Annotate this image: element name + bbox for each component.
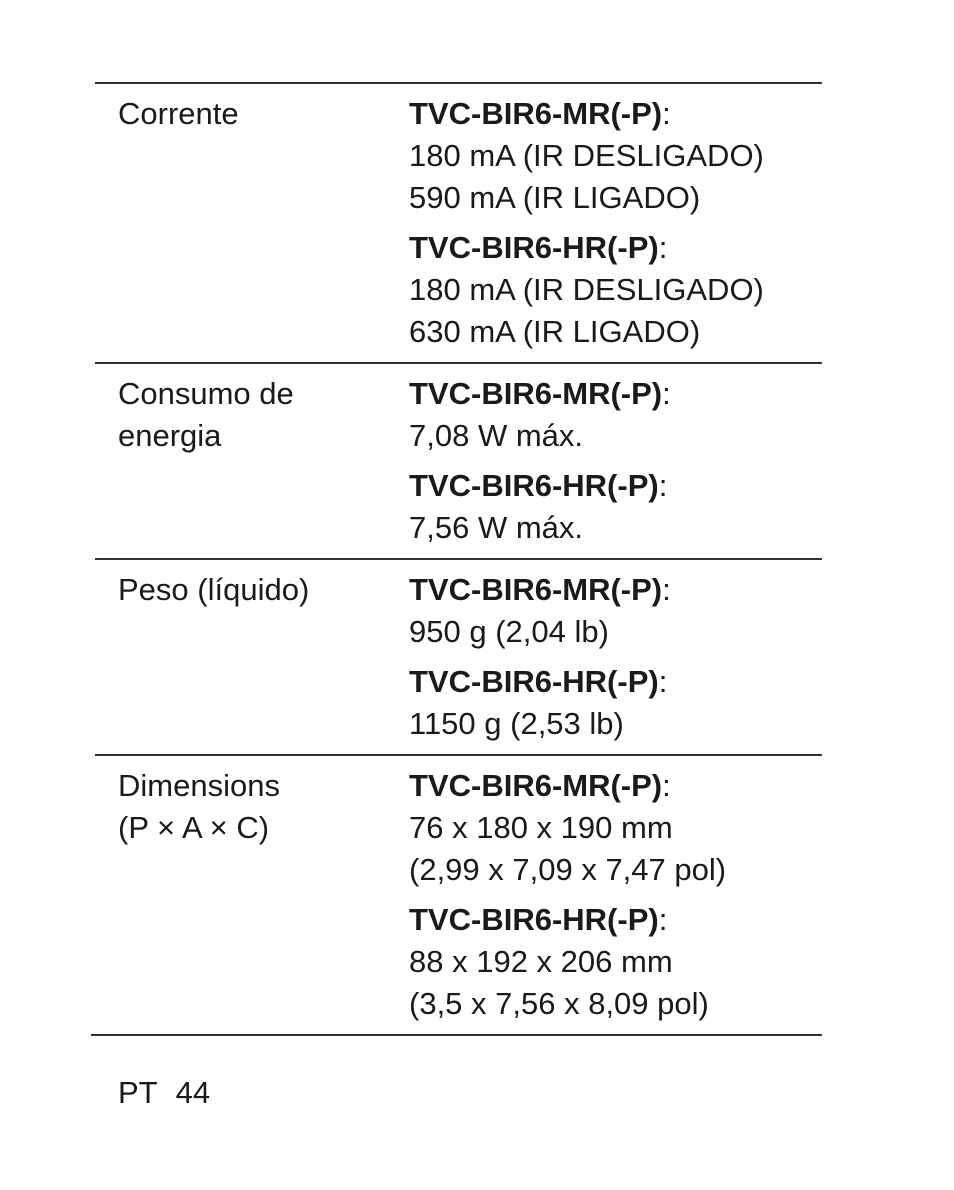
- model-name: TVC-BIR6-HR(-P): [409, 230, 659, 265]
- value-line: 180 mA (IR DESLIGADO): [409, 272, 764, 307]
- variant-hr: TVC-BIR6-HR(-P): 1150 g (2,53 lb): [409, 661, 822, 745]
- variant-mr: TVC-BIR6-MR(-P): 950 g (2,04 lb): [409, 569, 822, 653]
- variant-mr: TVC-BIR6-MR(-P): 76 x 180 x 190 mm (2,99 x 7,09 x 7,47 pol): [409, 765, 822, 891]
- spec-row-weight: [95, 560, 822, 756]
- value-line: (3,5 x 7,56 x 8,09 pol): [409, 986, 709, 1021]
- page-footer: [118, 1073, 210, 1113]
- value-line: 180 mA (IR DESLIGADO): [409, 138, 764, 173]
- variant-hr: TVC-BIR6-HR(-P): 180 mA (IR DESLIGADO) 630 mA (IR LIGADO): [409, 227, 822, 353]
- spec-label: Corrente: [118, 96, 239, 131]
- spec-values: [385, 765, 822, 1025]
- value-line: 950 g (2,04 lb): [409, 614, 609, 649]
- model-name: TVC-BIR6-MR(-P): [409, 96, 663, 131]
- spec-row-dimensions: [91, 756, 822, 1036]
- variant-mr: TVC-BIR6-MR(-P): 7,08 W máx.: [409, 373, 822, 457]
- value-line: 590 mA (IR LIGADO): [409, 180, 701, 215]
- variant-mr: TVC-BIR6-MR(-P): 180 mA (IR DESLIGADO) 590 mA (IR LIGADO): [409, 93, 822, 219]
- spec-row-power: [95, 364, 822, 560]
- spec-table: [95, 82, 822, 1036]
- model-name: TVC-BIR6-MR(-P): [409, 768, 663, 803]
- value-line: 7,08 W máx.: [409, 418, 583, 453]
- model-name: TVC-BIR6-HR(-P): [409, 468, 659, 503]
- spec-row-current: [95, 84, 822, 364]
- variant-hr: TVC-BIR6-HR(-P): 7,56 W máx.: [409, 465, 822, 549]
- value-line: 76 x 180 x 190 mm: [409, 810, 673, 845]
- model-name: TVC-BIR6-MR(-P): [409, 376, 663, 411]
- model-name: TVC-BIR6-HR(-P): [409, 902, 659, 937]
- spec-label: Peso (líquido): [118, 572, 310, 607]
- model-name: TVC-BIR6-HR(-P): [409, 664, 659, 699]
- value-line: (2,99 x 7,09 x 7,47 pol): [409, 852, 727, 887]
- value-line: 88 x 192 x 206 mm: [409, 944, 673, 979]
- page-number: 44: [175, 1075, 211, 1110]
- value-line: 1150 g (2,53 lb): [409, 706, 624, 741]
- language-code: PT: [118, 1075, 158, 1110]
- variant-hr: TVC-BIR6-HR(-P): 88 x 192 x 206 mm (3,5 x 7,56 x 8,09 pol): [409, 899, 822, 1025]
- value-line: 630 mA (IR LIGADO): [409, 314, 701, 349]
- spec-label: Consumo de energia: [118, 376, 294, 453]
- model-name: TVC-BIR6-MR(-P): [409, 572, 663, 607]
- spec-values: [385, 93, 822, 353]
- value-line: 7,56 W máx.: [409, 510, 583, 545]
- spec-values: [385, 373, 822, 549]
- spec-label: Dimensions (P × A × C): [118, 768, 280, 845]
- spec-values: [385, 569, 822, 745]
